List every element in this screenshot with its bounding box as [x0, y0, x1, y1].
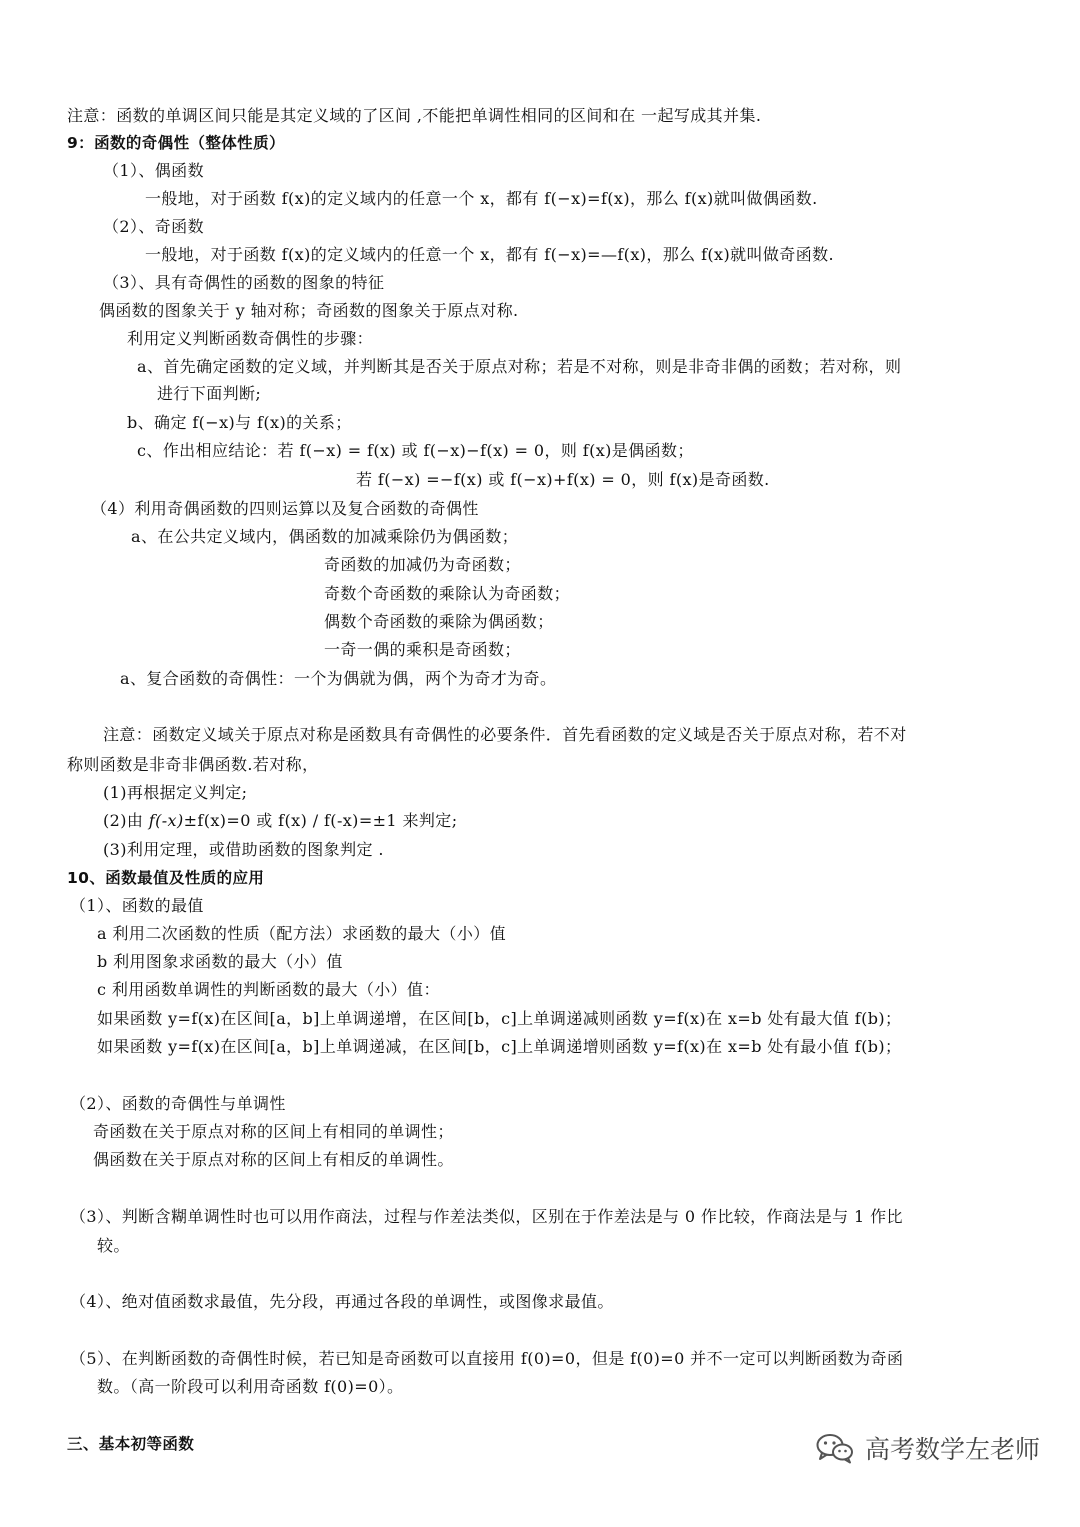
section-heading: 10、函数最值及性质的应用	[67, 869, 265, 887]
rule-item: a、在公共定义域内，偶函数的加减乘除仍为偶函数；	[131, 527, 519, 546]
rule-item: a、复合函数的奇偶性：一个为偶就为偶，两个为奇才为奇。	[120, 669, 557, 688]
note-line: 注意：函数定义域关于原点对称是函数具有奇偶性的必要条件．首先看函数的定义域是否关于原点对称，若不对	[103, 725, 907, 744]
subheading: （4）利用奇偶函数的四则运算以及复合函数的奇偶性	[91, 499, 479, 518]
list-item: (3)利用定理，或借助函数的图象判定 .	[103, 840, 384, 859]
watermark	[815, 1428, 1040, 1468]
definition-text: 一般地，对于函数 f(x)的定义域内的任意一个 x，都有 f(−x)=—f(x)，那么 f(x)就叫做奇函数.	[145, 245, 834, 264]
body-text: 如果函数 y=f(x)在区间[a，b]上单调递减，在区间[b，c]上单调递增则函数 y=f(x)在 x=b 处有最小值 f(b)；	[97, 1037, 902, 1056]
tip-item-continued: 较。	[97, 1236, 130, 1255]
subheading: （2）、奇函数	[103, 217, 204, 236]
rule-item: 一奇一偶的乘积是奇函数；	[324, 640, 521, 659]
rule-item: 偶数个奇函数的乘除为偶函数；	[324, 612, 554, 631]
rule-item: 奇函数的加减仍为奇函数；	[324, 555, 521, 574]
body-text: b 利用图象求函数的最大（小）值	[97, 952, 343, 971]
list-item-prefix: (2)由	[103, 811, 149, 830]
body-text: 偶函数在关于原点对称的区间上有相反的单调性。	[93, 1150, 454, 1169]
list-item: (1)再根据定义判定;	[103, 783, 248, 802]
body-text: a 利用二次函数的性质（配方法）求函数的最大（小）值	[97, 924, 507, 943]
step-item-continued: 进行下面判断;	[157, 384, 262, 403]
note-line-continued: 称则函数是非奇非偶函数.若对称，	[67, 755, 319, 774]
section-heading: 9：函数的奇偶性（整体性质）	[67, 134, 285, 152]
step-item: a、首先确定函数的定义域，并判断其是否关于原点对称；若是不对称，则是非奇非偶的函数；若对称，则	[137, 357, 902, 376]
note-line: 注意：函数的单调区间只能是其定义域的了区间 ,不能把单调性相同的区间和在 一起写成其并集.	[67, 106, 762, 125]
list-item-rest: ±f(x)=0 或 f(x) / f(-x)=±1 来判定;	[183, 811, 458, 830]
tip-item: （5）、在判断函数的奇偶性时候，若已知是奇函数可以直接用 f(0)=0，但是 f(0)=0 并不一定可以判断函数为奇函	[70, 1349, 904, 1368]
wechat-icon	[815, 1432, 855, 1464]
body-text: 偶函数的图象关于 y 轴对称；奇函数的图象关于原点对称.	[99, 301, 519, 320]
step-item-continued: 若 f(−x) =−f(x) 或 f(−x)+f(x) = 0，则 f(x)是奇函数.	[356, 470, 770, 489]
body-text: 如果函数 y=f(x)在区间[a，b]上单调递增，在区间[b，c]上单调递减则函数 y=f(x)在 x=b 处有最大值 f(b)；	[97, 1009, 902, 1028]
tip-item-continued: 数。（高一阶段可以利用奇函数 f(0)=0）。	[97, 1377, 404, 1396]
list-item	[103, 811, 457, 831]
body-text: c 利用函数单调性的判断函数的最大（小）值：	[97, 980, 440, 999]
watermark-text: 高考数学左老师	[865, 1435, 1041, 1464]
step-item: c、作出相应结论：若 f(−x) = f(x) 或 f(−x)−f(x) = 0，则 f(x)是偶函数；	[137, 441, 694, 460]
definition-text: 一般地，对于函数 f(x)的定义域内的任意一个 x，都有 f(−x)=f(x)，那么 f(x)就叫做偶函数.	[145, 189, 818, 208]
subheading: （3）、具有奇偶性的函数的图象的特征	[103, 273, 385, 292]
tip-item: （3）、判断含糊单调性时也可以用作商法，过程与作差法类似，区别在于作差法是与 0 作比较，作商法是与 1 作比	[70, 1207, 903, 1226]
body-text: 奇函数在关于原点对称的区间上有相同的单调性；	[93, 1122, 454, 1141]
formula-italic: f(-x)	[148, 811, 184, 830]
subheading: （1）、函数的最值	[70, 896, 204, 915]
subheading: （2）、函数的奇偶性与单调性	[70, 1094, 286, 1113]
step-item: b、确定 f(−x)与 f(x)的关系；	[127, 413, 352, 432]
rule-item: 奇数个奇函数的乘除认为奇函数；	[324, 584, 571, 603]
chapter-heading: 三、基本初等函数	[67, 1435, 195, 1453]
subheading: （1）、偶函数	[103, 161, 204, 180]
body-text: 利用定义判断函数奇偶性的步骤：	[127, 329, 374, 348]
tip-item: （4）、绝对值函数求最值，先分段，再通过各段的单调性，或图像求最值。	[70, 1292, 614, 1311]
